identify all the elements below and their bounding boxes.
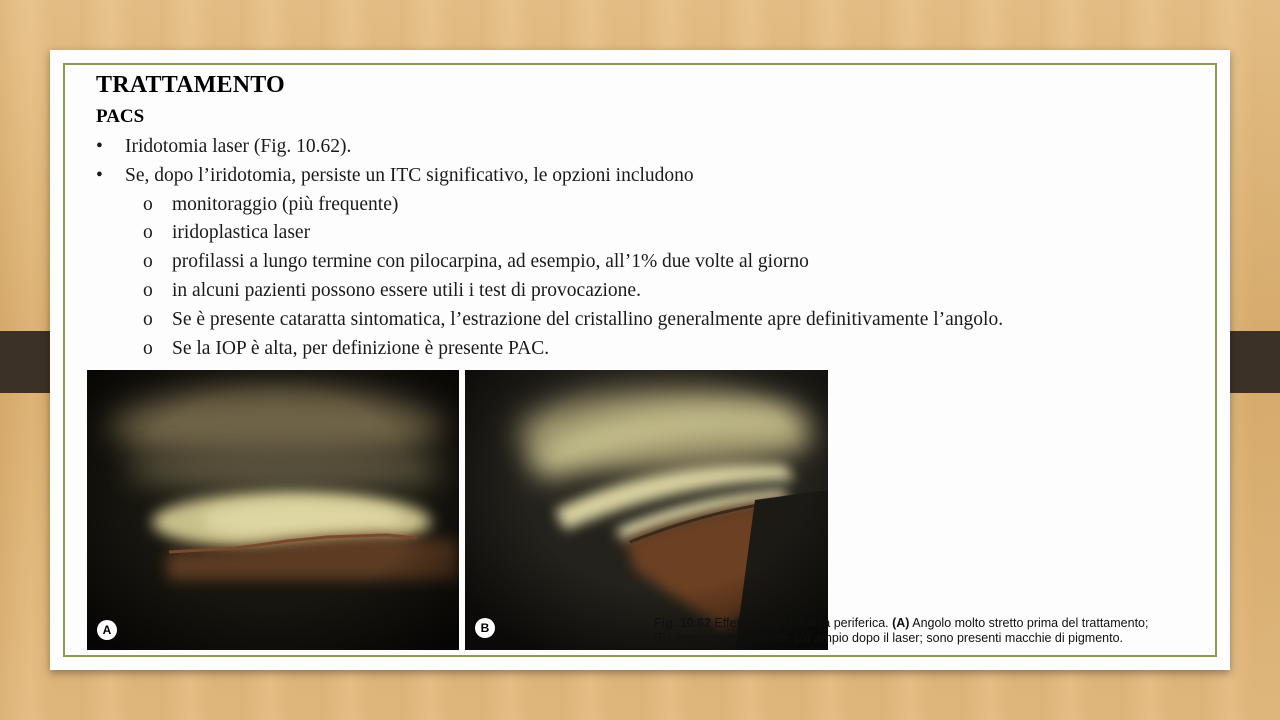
slide-title: TRATTAMENTO — [96, 72, 285, 98]
photo-b-label: B — [475, 618, 495, 638]
sub-item — [143, 222, 310, 244]
sub-item — [143, 338, 549, 360]
sub-marker: o — [143, 309, 153, 330]
sub-marker: o — [143, 194, 153, 215]
bullet-marker: • — [96, 136, 103, 157]
slide-subtitle: PACS — [96, 106, 145, 127]
gonioscopy-photo-a-image — [87, 370, 459, 650]
bullet-item — [96, 136, 351, 158]
sub-text: iridoplastica laser — [172, 222, 311, 243]
sub-marker: o — [143, 280, 153, 301]
caption-fig-number: Fig. 10.62 — [654, 616, 711, 630]
gonioscopy-photo-a — [87, 370, 459, 650]
caption-text-1b: Angolo molto stretto prima del trattamento; — [909, 616, 1149, 630]
sub-text: Se è presente cataratta sintomatica, l’estrazione del cristallino generalmente apre definitivamente l’angolo. — [172, 309, 1004, 330]
sub-text: monitoraggio (più frequente) — [172, 194, 399, 215]
caption-text-1: Effetto dell’iridotomia periferica. — [710, 616, 893, 630]
caption-text-2: angolo notevolmente più ampio dopo il laser; sono presenti macchie di pigmento. — [671, 631, 1124, 645]
sub-marker: o — [143, 222, 153, 243]
gonioscopy-photo-b — [465, 370, 828, 650]
gonioscopy-photo-b-image — [465, 370, 828, 650]
slide — [50, 50, 1230, 670]
sub-text: in alcuni pazienti possono essere utili i test di provocazione. — [172, 280, 641, 301]
sub-marker: o — [143, 338, 153, 359]
figure-caption — [654, 616, 1214, 646]
caption-label-b: (B) — [654, 631, 672, 645]
caption-label-a: (A) — [892, 616, 910, 630]
bullet-marker: • — [96, 165, 103, 186]
bullet-text: Se, dopo l’iridotomia, persiste un ITC significativo, le opzioni includono — [125, 165, 694, 186]
sub-item — [143, 194, 398, 216]
sub-item — [143, 280, 641, 302]
sub-text: profilassi a lungo termine con pilocarpina, ad esempio, all’1% due volte al giorno — [172, 251, 809, 272]
sub-marker: o — [143, 251, 153, 272]
sub-text: Se la IOP è alta, per definizione è presente PAC. — [172, 338, 550, 359]
bullet-text: Iridotomia laser (Fig. 10.62). — [125, 136, 352, 157]
bullet-item — [96, 165, 694, 187]
sub-item — [143, 251, 809, 273]
photo-a-label: A — [97, 620, 117, 640]
sub-item — [143, 309, 1003, 331]
